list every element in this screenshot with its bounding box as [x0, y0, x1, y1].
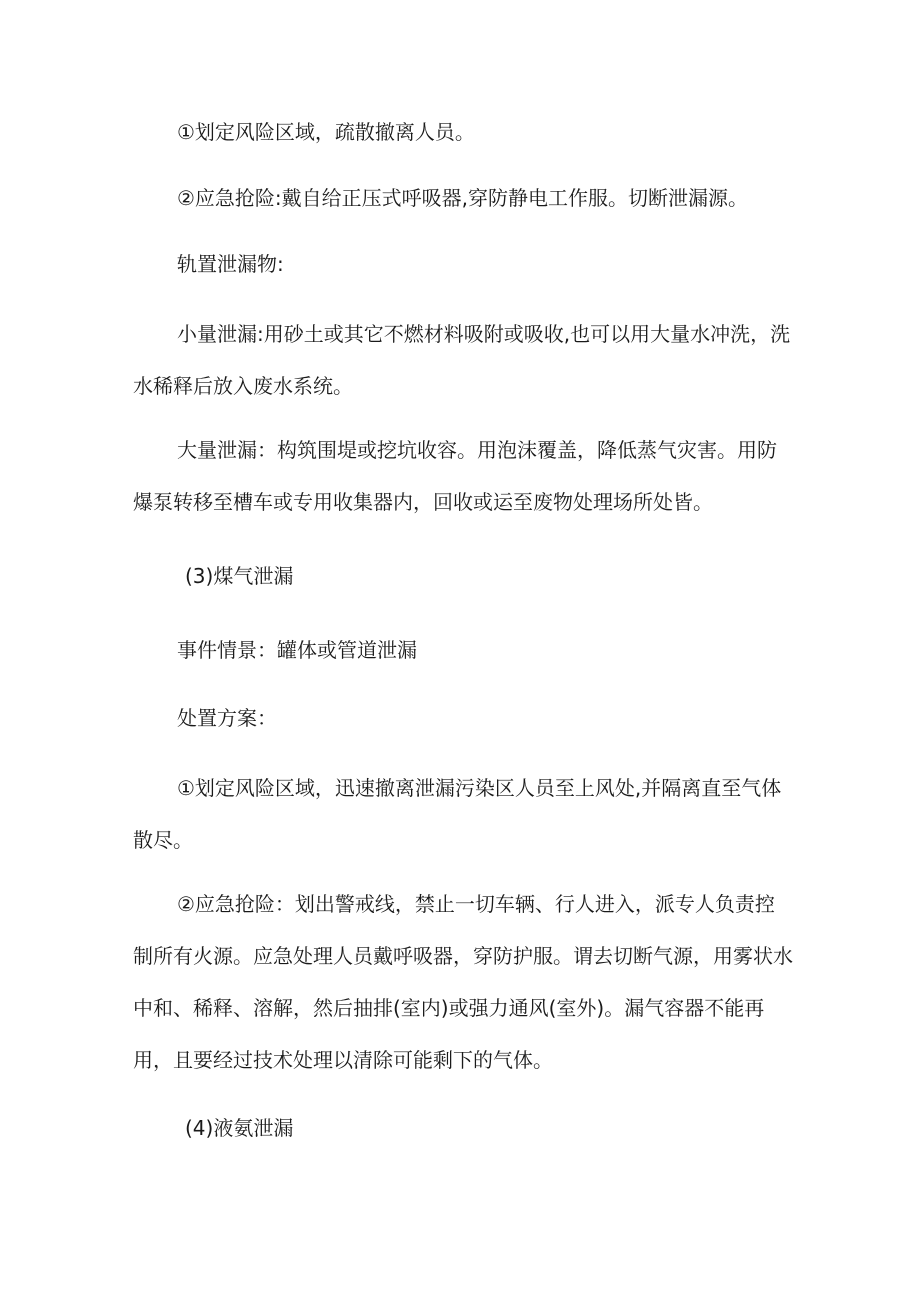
- paragraph-leak-disposal-heading: 轨置泄漏物:: [177, 252, 284, 276]
- section-heading-gas-leak: (3)煤气泄漏: [185, 564, 294, 588]
- paragraph-emergency-rescue-2: ②应急抢险：划出警戒线，禁止一切车辆、行人进入，派专人负责控制所有火源。应急处理人员戴呼吸器，穿防护服。谓去切断气源，用雾状水中和、稀释、溶解，然后抽排(室内)或强力通风(室外)。漏气容器不能再用，且要经过技术处理以清除可能剩下的气体。: [133, 892, 793, 1072]
- paragraph-disposal-plan: 处置方案：: [177, 706, 277, 730]
- paragraph-small-leak: 小量泄漏:用砂土或其它不燃材料吸附或吸收,也可以用大量水冲洗，洗水稀释后放入废水系统。: [133, 322, 791, 398]
- paragraph-risk-zone-2: ①划定风险区域，迅速撤离泄漏污染区人员至上风处,并隔离直至气体散尽。: [133, 776, 782, 852]
- paragraph-event-scenario: 事件情景：罐体或管道泄漏: [177, 638, 417, 662]
- paragraph-large-leak: 大量泄漏：构筑围堤或挖坑收容。用泡沫覆盖，降低蒸气灾害。用防爆泵转移至槽车或专用收集器内，回收或运至废物处理场所处皆。: [133, 438, 777, 514]
- paragraph-emergency-rescue-1: ②应急抢险:戴自给正压式呼吸器,穿防静电工作服。切断泄漏源。: [177, 186, 749, 210]
- paragraph-risk-zone-1: ①划定风险区域，疏散撤离人员。: [177, 120, 475, 144]
- section-heading-ammonia-leak: (4)液氨泄漏: [185, 1116, 294, 1140]
